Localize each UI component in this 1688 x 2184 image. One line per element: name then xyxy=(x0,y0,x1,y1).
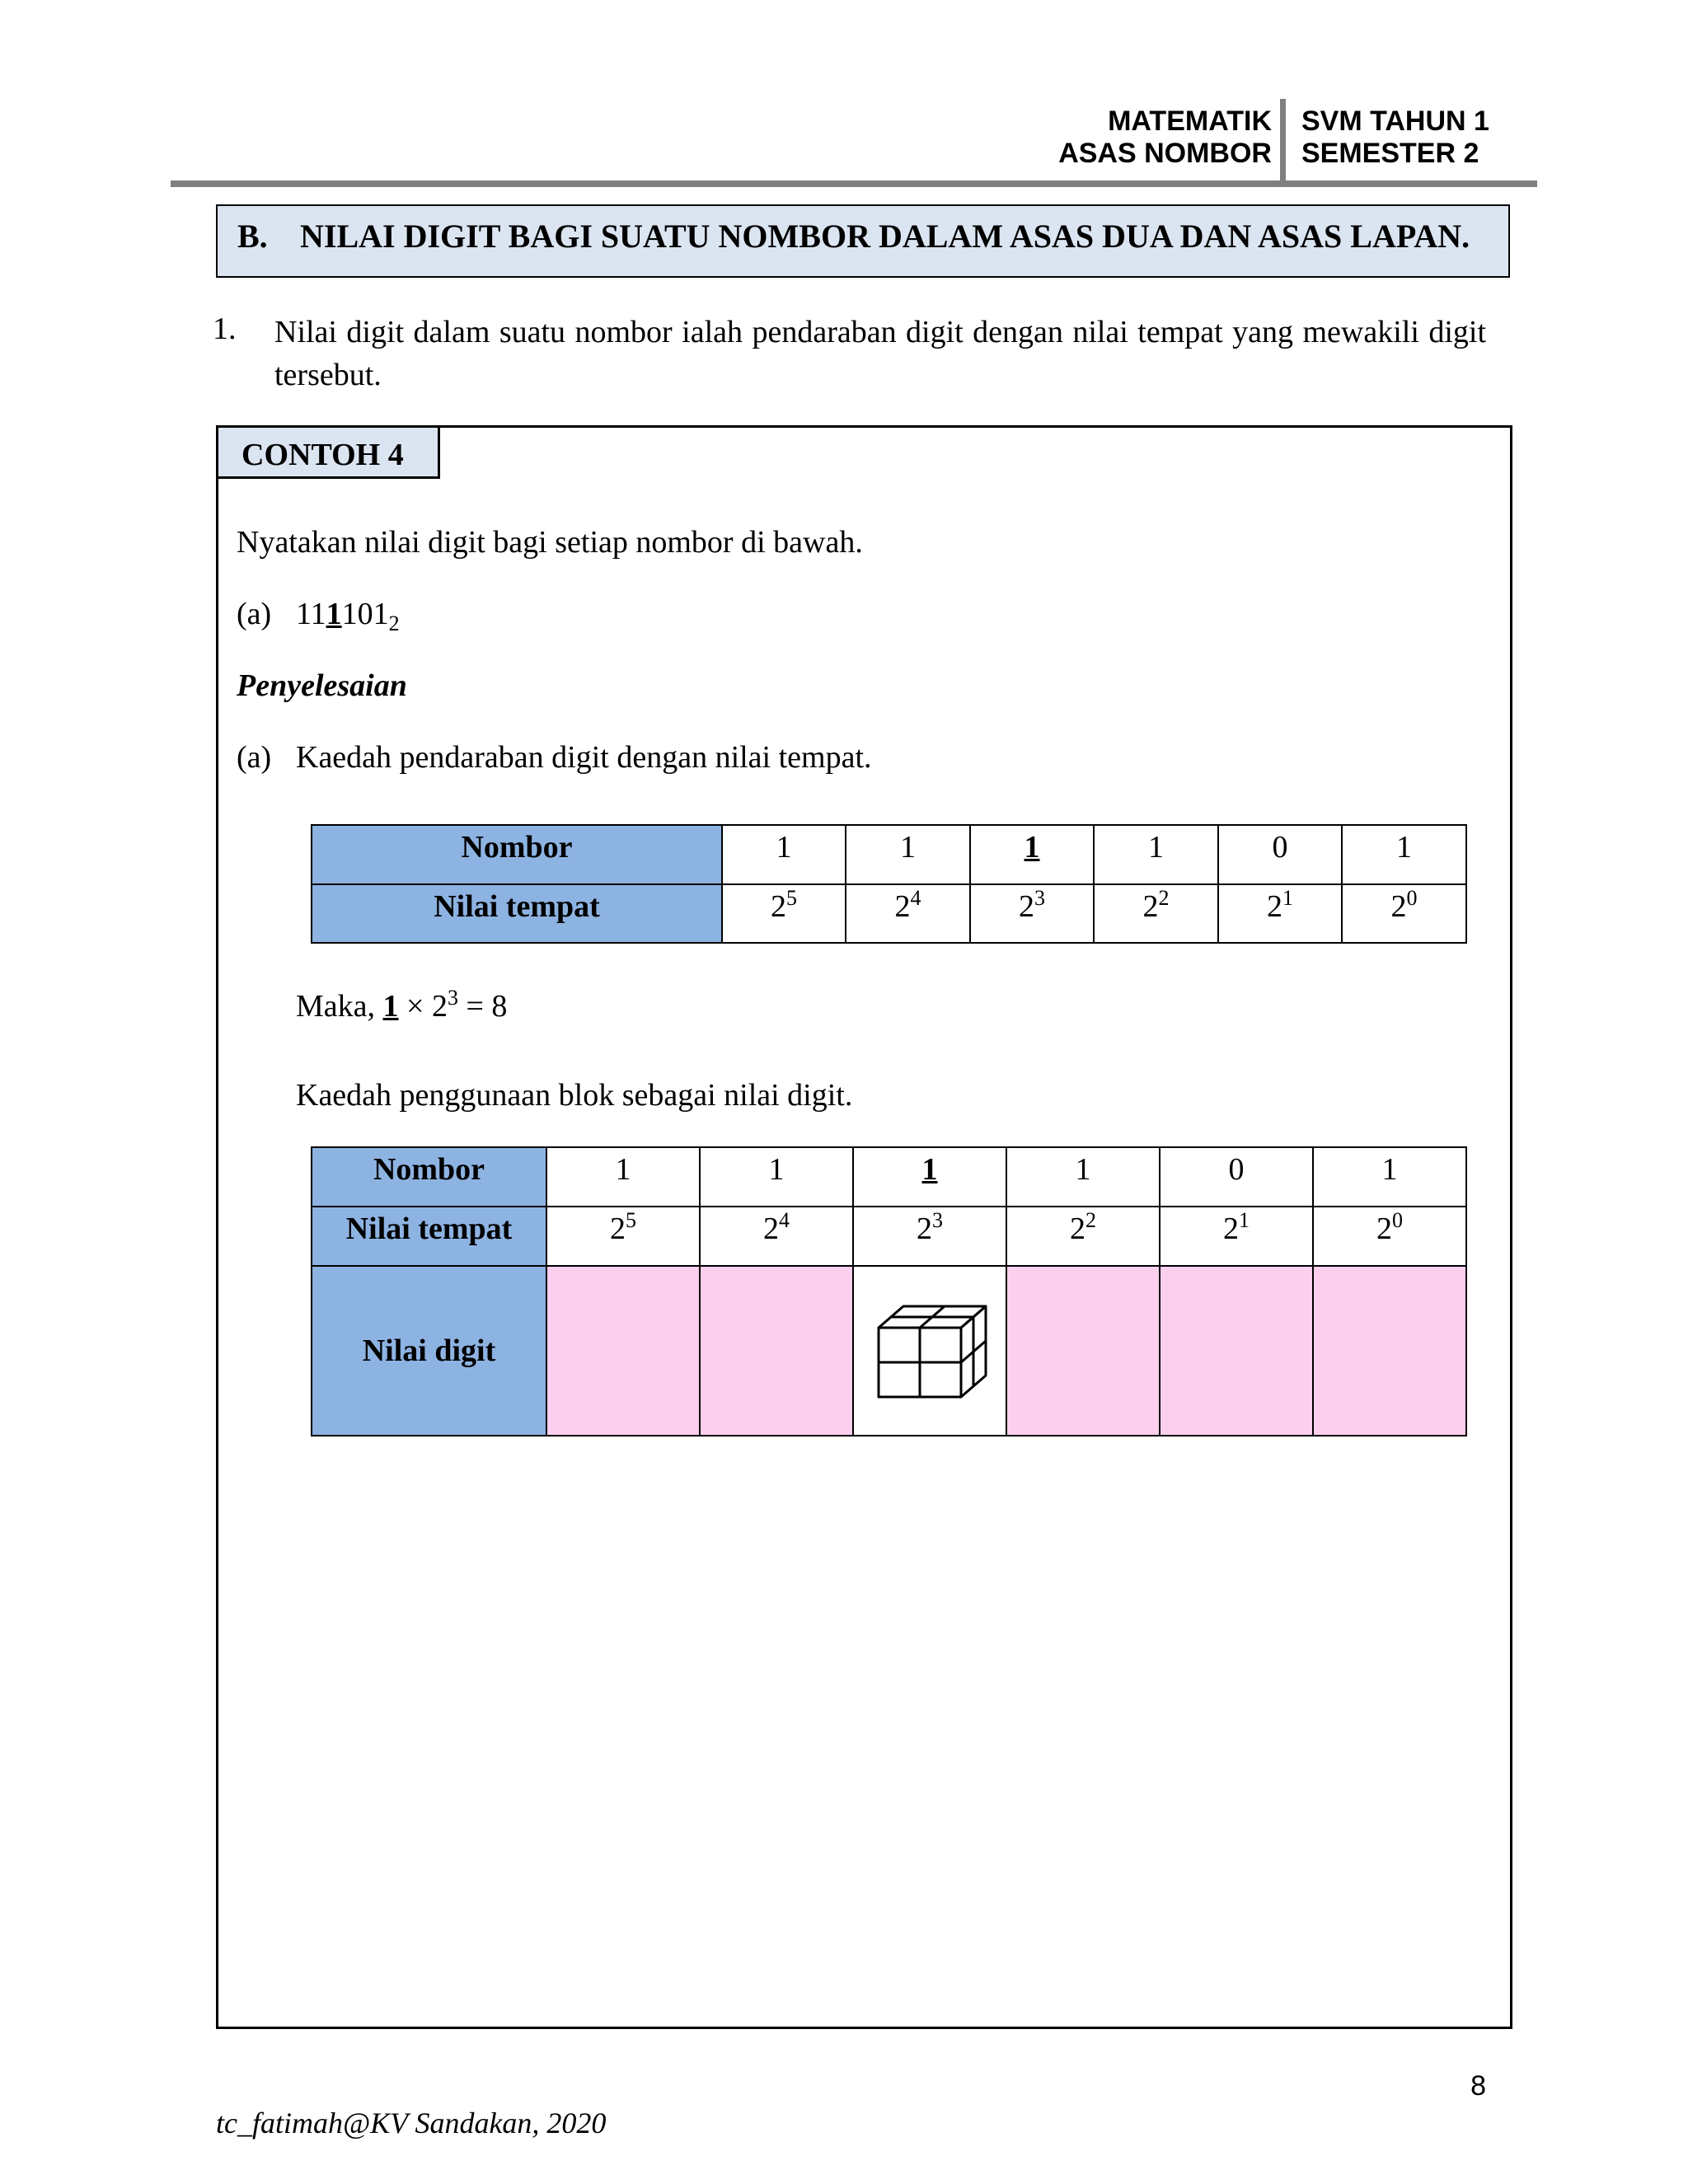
place-value-cell xyxy=(846,884,970,943)
place-value-cell xyxy=(546,1207,700,1266)
place-value-exponent: 5 xyxy=(786,886,797,910)
place-value-cell xyxy=(722,884,846,943)
example-tab-label: CONTOH 4 xyxy=(241,438,404,472)
question-text: Nyatakan nilai digit bagi setiap nombor di bawah. xyxy=(237,525,863,560)
maka-result: = 8 xyxy=(457,989,508,1024)
maka-statement xyxy=(296,988,507,1024)
header-course xyxy=(1301,105,1489,170)
digit-cell: 1 xyxy=(1006,1147,1160,1207)
digit-cell-highlight xyxy=(853,1147,1006,1207)
header-separator xyxy=(1280,99,1286,183)
header-course-line2: SEMESTER 2 xyxy=(1301,138,1479,169)
number-prefix: 11 xyxy=(296,597,326,631)
cube-block-icon xyxy=(872,1301,987,1400)
place-value-base: 2 xyxy=(763,1212,779,1246)
row-header-nilai-tempat: Nilai tempat xyxy=(312,1207,546,1266)
method1-text: Kaedah pendaraban digit dengan nilai tempat. xyxy=(296,740,872,775)
number-base: 2 xyxy=(388,612,400,635)
method2-text: Kaedah penggunaan blok sebagai nilai digit. xyxy=(296,1078,853,1113)
row-header-nilai-tempat: Nilai tempat xyxy=(312,884,722,943)
place-value-exponent: 0 xyxy=(1392,1208,1403,1232)
place-value-exponent: 4 xyxy=(910,886,921,910)
number-suffix: 101 xyxy=(341,597,389,631)
digit-cell: 1 xyxy=(846,825,970,884)
maka-times: × 2 xyxy=(398,989,448,1024)
header-subject xyxy=(1058,105,1272,170)
place-value-base: 2 xyxy=(894,889,911,924)
method1-label: (a) xyxy=(237,740,272,775)
section-label: B. xyxy=(237,218,268,255)
block-value-table xyxy=(311,1146,1467,1436)
place-value-exponent: 1 xyxy=(1239,1208,1250,1232)
maka-digit: 1 xyxy=(382,989,399,1024)
place-value-exponent: 3 xyxy=(932,1208,943,1232)
digit-value-cell-block xyxy=(853,1266,1006,1436)
digit-cell-highlight xyxy=(970,825,1094,884)
digit-cell: 1 xyxy=(1094,825,1218,884)
digit-cell: 0 xyxy=(1160,1147,1313,1207)
place-value-base: 2 xyxy=(1070,1212,1085,1246)
place-value-base: 2 xyxy=(1142,889,1159,924)
place-value-cell xyxy=(1218,884,1342,943)
highlight-digit: 1 xyxy=(921,1152,938,1187)
row-header-nombor: Nombor xyxy=(312,825,722,884)
solution-label: Penyelesaian xyxy=(237,668,407,703)
place-value-base: 2 xyxy=(1390,889,1407,924)
place-value-base: 2 xyxy=(771,889,786,924)
place-value-cell xyxy=(970,884,1094,943)
place-value-exponent: 5 xyxy=(626,1208,636,1232)
place-value-exponent: 0 xyxy=(1406,886,1418,910)
row-header-nilai-digit: Nilai digit xyxy=(312,1266,546,1436)
place-value-cell xyxy=(1094,884,1218,943)
maka-prefix: Maka, xyxy=(296,989,383,1024)
digit-cell: 1 xyxy=(700,1147,853,1207)
place-value-exponent: 2 xyxy=(1158,886,1170,910)
question-number xyxy=(296,596,400,635)
place-value-exponent: 3 xyxy=(1034,886,1045,910)
question-part-label: (a) xyxy=(237,597,272,631)
place-value-cell xyxy=(700,1207,853,1266)
place-value-base: 2 xyxy=(610,1212,626,1246)
place-value-cell xyxy=(1160,1207,1313,1266)
header-course-line1: SVM TAHUN 1 xyxy=(1301,105,1489,137)
place-value-cell xyxy=(853,1207,1006,1266)
digit-cell: 1 xyxy=(546,1147,700,1207)
digit-value-cell xyxy=(1006,1266,1160,1436)
digit-cell: 1 xyxy=(1313,1147,1466,1207)
place-value-base: 2 xyxy=(1267,889,1282,924)
digit-cell: 0 xyxy=(1218,825,1342,884)
header-subject-line2: ASAS NOMBOR xyxy=(1058,138,1272,169)
place-value-base: 2 xyxy=(1019,889,1034,924)
place-value-table xyxy=(311,824,1467,944)
place-value-base: 2 xyxy=(917,1212,932,1246)
highlight-digit: 1 xyxy=(1024,830,1040,865)
point-number: 1. xyxy=(213,312,237,346)
place-value-exponent: 1 xyxy=(1282,886,1293,910)
maka-exponent: 3 xyxy=(447,986,458,1010)
digit-value-cell xyxy=(1313,1266,1466,1436)
page-number: 8 xyxy=(1470,2070,1486,2102)
place-value-exponent: 4 xyxy=(779,1208,790,1232)
place-value-cell xyxy=(1342,884,1466,943)
place-value-exponent: 2 xyxy=(1085,1208,1096,1232)
place-value-cell xyxy=(1006,1207,1160,1266)
place-value-base: 2 xyxy=(1376,1212,1392,1246)
place-value-cell xyxy=(1313,1207,1466,1266)
number-highlight-digit: 1 xyxy=(326,597,342,631)
footer-credit: tc_fatimah@KV Sandakan, 2020 xyxy=(216,2107,607,2139)
row-header-nombor: Nombor xyxy=(312,1147,546,1207)
digit-value-cell xyxy=(546,1266,700,1436)
header-rule xyxy=(171,180,1537,187)
section-title: NILAI DIGIT BAGI SUATU NOMBOR DALAM ASAS DUA DAN ASAS LAPAN. xyxy=(300,218,1470,255)
digit-cell: 1 xyxy=(722,825,846,884)
point-text: Nilai digit dalam suatu nombor ialah pendaraban digit dengan nilai tempat yang mewakili digit tersebut. xyxy=(274,315,1486,392)
digit-value-cell xyxy=(700,1266,853,1436)
digit-cell: 1 xyxy=(1342,825,1466,884)
header-subject-line1: MATEMATIK xyxy=(1108,105,1272,137)
place-value-base: 2 xyxy=(1223,1212,1239,1246)
digit-value-cell xyxy=(1160,1266,1313,1436)
